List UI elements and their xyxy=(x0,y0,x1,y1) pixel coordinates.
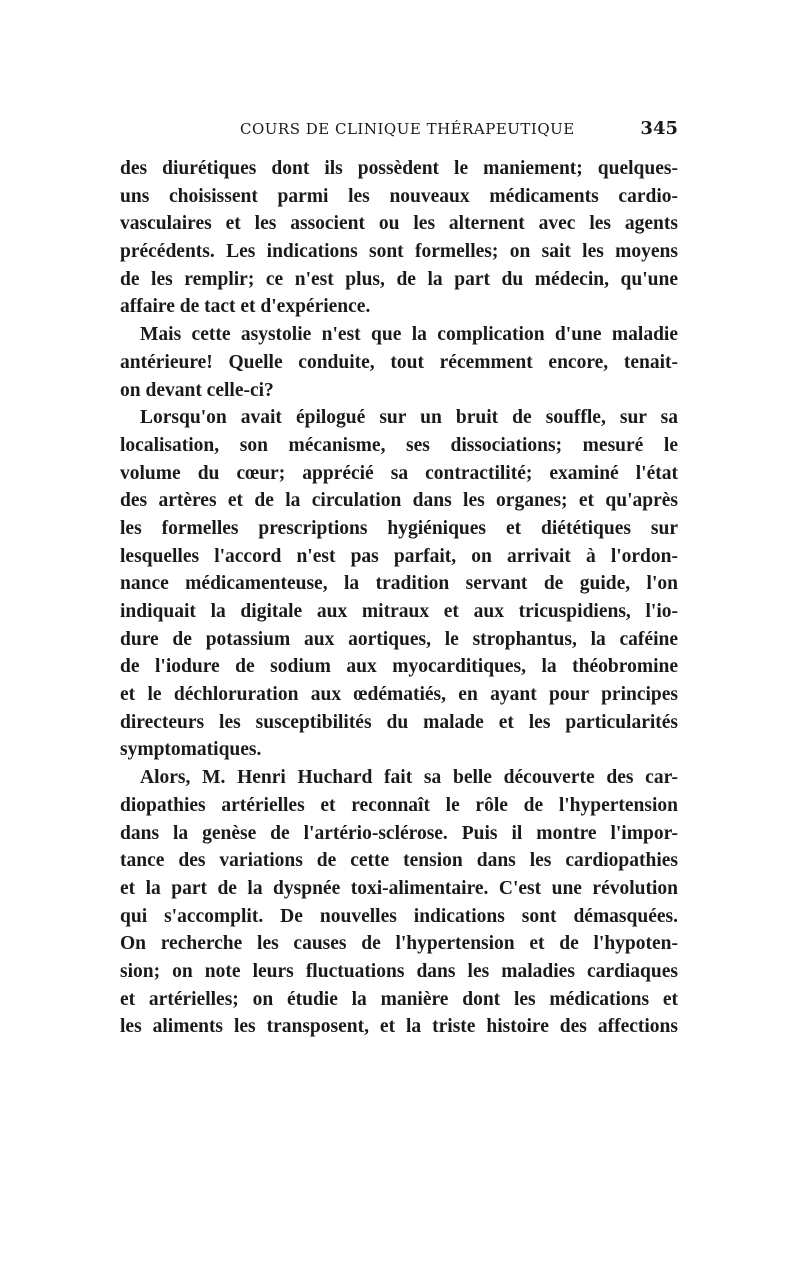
text-line: uns choisissent parmi les nouveaux médicaments cardio- xyxy=(120,185,678,207)
text-line: les formelles prescriptions hygiéniques et diététiques sur xyxy=(120,517,678,539)
text-line: des artères et de la circulation dans les organes; et qu'après xyxy=(120,490,678,512)
text-line: nance médicamenteuse, la tradition servant de guide, l'on xyxy=(120,573,678,595)
text-line: symptomatiques. xyxy=(120,739,262,761)
text-line: Mais cette asystolie n'est que la complication d'une maladie xyxy=(140,324,678,346)
text-line: indiquait la digitale aux mitraux et aux tricuspidiens, l'io- xyxy=(120,601,678,622)
page-number: 345 xyxy=(640,118,678,139)
text-line: tance des variations de cette tension dans les cardiopathies xyxy=(120,850,678,872)
running-title: COURS DE CLINIQUE THÉRAPEUTIQUE xyxy=(240,120,575,138)
text-line: vasculaires et les associent ou les alternent avec les agents xyxy=(120,213,678,235)
text-line: de les remplir; ce n'est plus, de la part du médecin, qu'une xyxy=(120,268,678,290)
text-line: On recherche les causes de l'hypertension et de l'hypoten- xyxy=(120,933,678,955)
text-line: localisation, son mécanisme, ses dissociations; mesuré le xyxy=(120,434,678,456)
text-line: dure de potassium aux aortiques, le strophantus, la caféine xyxy=(120,628,678,650)
running-header xyxy=(120,118,678,146)
text-line: les aliments les transposent, et la triste histoire des affections xyxy=(120,1016,678,1038)
text-line: dans la genèse de l'artério-sclérose. Puis il montre l'impor- xyxy=(120,822,678,844)
text-line: Alors, M. Henri Huchard fait sa belle découverte des car- xyxy=(140,767,678,789)
text-line: lesquelles l'accord n'est pas parfait, on arrivait à l'ordon- xyxy=(120,545,678,567)
text-line: on devant celle-ci? xyxy=(120,379,274,401)
text-line: Lorsqu'on avait épilogué sur un bruit de souffle, sur sa xyxy=(140,407,678,429)
text-line: et artérielles; on étudie la manière dont les médications et xyxy=(120,988,678,1010)
text-line: de l'iodure de sodium aux myocarditiques, la théobromine xyxy=(120,656,678,678)
text-line: qui s'accomplit. De nouvelles indications sont démasquées. xyxy=(120,905,678,927)
text-line: et la part de la dyspnée toxi-alimentaire. C'est une révolution xyxy=(120,877,678,899)
text-line: et le déchloruration aux œdématiés, en ayant pour principes xyxy=(120,684,678,706)
text-line: sion; on note leurs fluctuations dans les maladies cardiaques xyxy=(120,960,678,982)
text-line: des diurétiques dont ils possèdent le maniement; quelques- xyxy=(120,158,678,179)
body-text xyxy=(120,155,678,1041)
text-line: volume du cœur; apprécié sa contractilité; examiné l'état xyxy=(120,462,678,484)
text-line: directeurs les susceptibilités du malade et les particularités xyxy=(120,711,678,733)
text-line: précédents. Les indications sont formelles; on sait les moyens xyxy=(120,241,678,263)
text-line: diopathies artérielles et reconnaît le rôle de l'hypertension xyxy=(120,794,678,816)
text-line: affaire de tact et d'expérience. xyxy=(120,296,371,318)
text-line: antérieure! Quelle conduite, tout récemment encore, tenait- xyxy=(120,351,678,373)
